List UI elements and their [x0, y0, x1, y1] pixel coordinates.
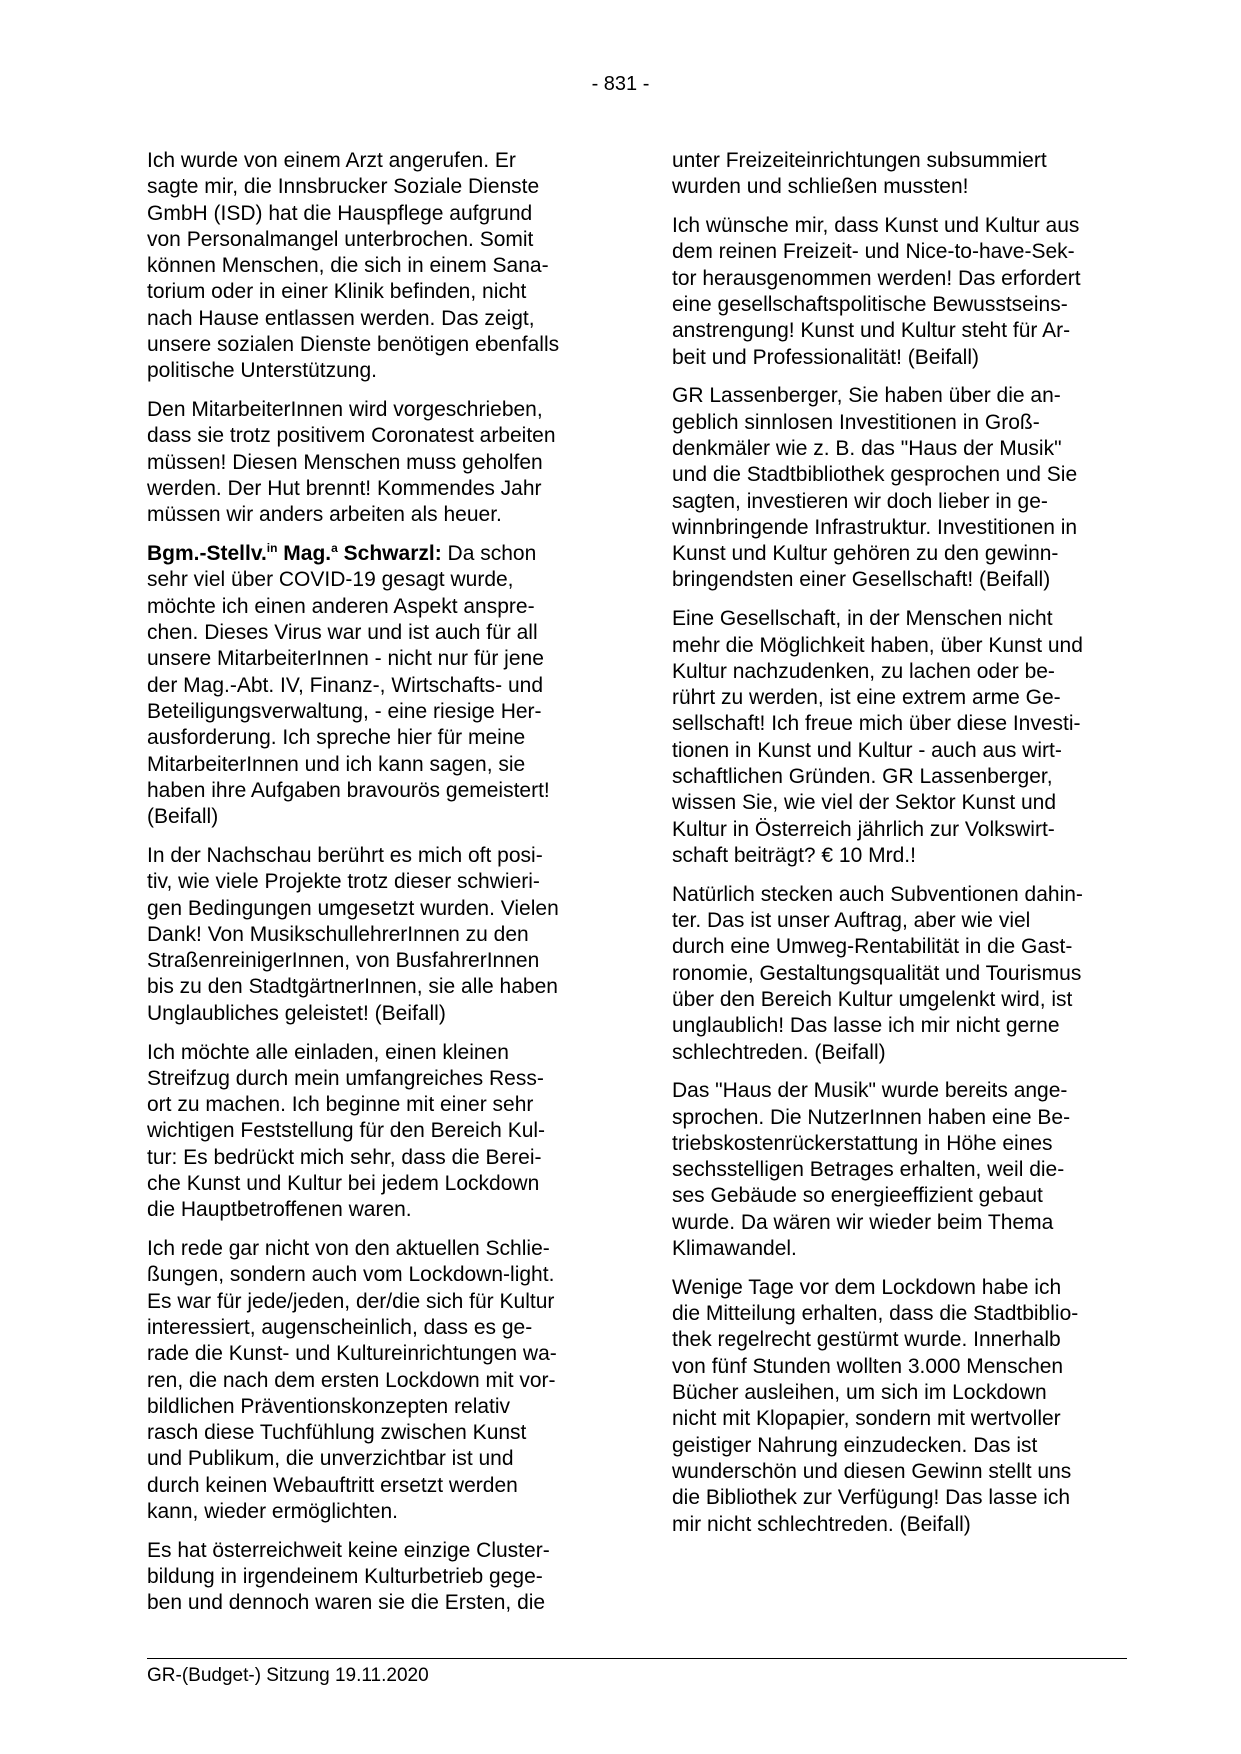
paragraph [147, 1538, 595, 1617]
text-line: anstrengung! Kunst und Kultur steht für Ar- [672, 319, 1071, 343]
text-line: denkmäler wie z. B. das "Haus der Musik" [672, 436, 1062, 460]
text-line: bildung in irgendeinem Kulturbetrieb gege- [147, 1565, 543, 1589]
text-line: können Menschen, die sich in einem Sana- [147, 254, 549, 278]
text-line: Kultur in Österreich jährlich zur Volkswirt- [672, 817, 1055, 841]
text-line: triebskostenrückerstattung in Höhe eines [672, 1131, 1053, 1155]
text-line: Es war für jede/jeden, der/die sich für Kultur [147, 1289, 555, 1313]
text-line: wissen Sie, wie viel der Sektor Kunst und [672, 791, 1057, 815]
text-line: mir nicht schlechtreden. (Beifall) [672, 1512, 971, 1536]
text-line: (Beifall) [147, 805, 219, 829]
text-line: die Hauptbetroffenen waren. [147, 1198, 412, 1222]
text-line: eine gesellschaftspolitische Bewusstseins- [672, 292, 1068, 316]
text-line: sehr viel über COVID-19 gesagt wurde, [147, 568, 514, 592]
paragraph-speech [147, 541, 595, 830]
text-line: Unglaubliches geleistet! (Beifall) [147, 1001, 446, 1025]
text-line: ter. Das ist unser Auftrag, aber wie viel [672, 909, 1031, 933]
text-line: durch eine Umweg-Rentabilität in die Gast- [672, 935, 1073, 959]
text-line: sagte mir, die Innsbrucker Soziale Dienste [147, 175, 540, 199]
text-line: wurde. Da wären wir wieder beim Thema [672, 1210, 1054, 1234]
text-line: Eine Gesellschaft, in der Menschen nicht [672, 607, 1053, 631]
text-line: und Publikum, die unverzichtbar ist und [147, 1447, 514, 1471]
text-line: GmbH (ISD) hat die Hauspflege aufgrund [147, 201, 533, 225]
text-line: StraßenreinigerInnen, von BusfahrerInnen [147, 949, 540, 973]
text-line: rührt zu werden, ist eine extrem arme Ge- [672, 686, 1061, 710]
text-line: ses Gebäude so energieeffizient gebaut [672, 1184, 1043, 1208]
paragraph [147, 1236, 595, 1525]
paragraph [672, 213, 1120, 371]
text-line: sellschaft! Ich freue mich über diese Investi- [672, 712, 1081, 736]
text-line: ronomie, Gestaltungsqualität und Tourismus [672, 961, 1082, 985]
text-line: ben und dennoch waren sie die Ersten, die [147, 1591, 546, 1615]
paragraph [672, 1275, 1120, 1538]
text-line: werden. Der Hut brennt! Kommendes Jahr [147, 477, 542, 501]
text-line: der Mag.-Abt. IV, Finanz-, Wirtschafts- und [147, 673, 544, 697]
text-line: GR Lassenberger, Sie haben über die an- [672, 384, 1061, 408]
text-line: kann, wieder ermöglichten. [147, 1500, 398, 1524]
paragraph [147, 1040, 595, 1224]
paragraph [147, 148, 595, 385]
text-line: ausforderung. Ich spreche hier für meine [147, 726, 526, 750]
text-line: rade die Kunst- und Kultureinrichtungen wa- [147, 1342, 557, 1366]
text-line: müssen wir anders arbeiten als heuer. [147, 503, 502, 527]
page-number: - 831 - [591, 73, 650, 95]
text-line: chen. Dieses Virus war und ist auch für all [147, 621, 538, 645]
text-line: unter Freizeiteinrichtungen subsummiert [672, 149, 1047, 172]
text-line: tionen in Kunst und Kultur - auch aus wirt- [672, 738, 1062, 762]
text-line: bringendsten einer Gesellschaft! (Beifall) [672, 568, 1051, 592]
text-line: sprochen. Die NutzerInnen haben eine Be- [672, 1105, 1071, 1129]
text-line: Ich rede gar nicht von den aktuellen Schlie- [147, 1237, 550, 1261]
text-line: schaftlichen Gründen. GR Lassenberger, [672, 765, 1053, 789]
text-line: beit und Professionalität! (Beifall) [672, 345, 979, 369]
text-line: über den Bereich Kultur umgelenkt wird, ist [672, 987, 1073, 1011]
text-line: geblich sinnlosen Investitionen in Groß- [672, 410, 1040, 434]
text-line: von Personalmangel unterbrochen. Somit [147, 227, 534, 251]
paragraph [672, 148, 1120, 201]
text-line: Den MitarbeiterInnen wird vorgeschrieben, [147, 398, 543, 422]
text-line: die Bibliothek zur Verfügung! Das lasse ich [672, 1486, 1071, 1510]
text-line: winnbringende Infrastruktur. Investitionen in [672, 515, 1078, 539]
text-line: Ich wünsche mir, dass Kunst und Kultur aus [672, 214, 1080, 238]
text-line: schaft beiträgt? € 10 Mrd.! [672, 843, 916, 867]
text-line: unglaublich! Das lasse ich mir nicht gerne [672, 1014, 1060, 1038]
text-line: dass sie trotz positivem Coronatest arbeiten [147, 424, 556, 448]
speech-first-line: Bgm.-Stellv.$^{in}$ Mag.$^a$ Schwarzl: Da schon [147, 541, 537, 566]
text-line: müssen! Diesen Menschen muss geholfen [147, 450, 543, 474]
text-line: che Kunst und Kultur bei jedem Lockdown [147, 1171, 540, 1195]
text-line: Wenige Tage vor dem Lockdown habe ich [672, 1275, 1062, 1299]
text-line: Ich möchte alle einladen, einen kleinen [147, 1040, 509, 1064]
text-line: wurden und schließen mussten! [672, 175, 969, 199]
speaker-name: Bgm.-Stellv.$^{in}$ Mag.$^a$ Schwarzl: [147, 541, 442, 566]
paragraph [672, 882, 1120, 1066]
text-line: bis zu den StadtgärtnerInnen, sie alle haben [147, 975, 558, 999]
text-line: ßungen, sondern auch vom Lockdown-light. [147, 1263, 555, 1287]
text-line: sagten, investieren wir doch lieber in ge- [672, 489, 1048, 513]
text-line: ort zu machen. Ich beginne mit einer sehr [147, 1093, 534, 1117]
text-line: torium oder in einer Klinik befinden, nicht [147, 280, 527, 304]
paragraph [147, 843, 595, 1027]
text-line: gen Bedingungen umgesetzt wurden. Vielen [147, 896, 559, 920]
text-line: und die Stadtbibliothek gesprochen und Sie [672, 463, 1078, 487]
left-column [147, 148, 595, 1629]
text-line: nicht mit Klopapier, sondern mit wertvoller [672, 1407, 1061, 1431]
text-line: thek regelrecht gestürmt wurde. Innerhalb [672, 1328, 1061, 1352]
text-line: ren, die nach dem ersten Lockdown mit vor- [147, 1368, 556, 1392]
text-line: tor herausgenommen werden! Das erfordert [672, 266, 1081, 290]
text-line: möchte ich einen anderen Aspekt anspre- [147, 594, 535, 618]
paragraph [147, 397, 595, 528]
text-line: Kultur nachzudenken, zu lachen oder be- [672, 659, 1055, 683]
text-line: Ich wurde von einem Arzt angerufen. Er [147, 149, 516, 172]
text-line: Dank! Von MusikschullehrerInnen zu den [147, 922, 529, 946]
text-line: haben ihre Aufgaben bravourös gemeistert! [147, 778, 550, 802]
text-line: interessiert, augenscheinlich, dass es ge- [147, 1315, 533, 1339]
text-line: durch keinen Webauftritt ersetzt werden [147, 1473, 518, 1497]
text-line: In der Nachschau berührt es mich oft posi- [147, 843, 543, 867]
text-line: mehr die Möglichkeit haben, über Kunst und [672, 633, 1083, 657]
footer-session-label: GR-(Budget-) Sitzung 19.11.2020 [147, 1665, 429, 1686]
text-line: Klimawandel. [672, 1237, 797, 1261]
right-column [672, 148, 1120, 1550]
text-line: Natürlich stecken auch Subventionen dahin- [672, 882, 1083, 906]
text-line: MitarbeiterInnen und ich kann sagen, sie [147, 752, 526, 776]
text-line: die Mitteilung erhalten, dass die Stadtbiblio- [672, 1302, 1079, 1326]
text-line: von fünf Stunden wollten 3.000 Menschen [672, 1354, 1064, 1378]
text-line: Beteiligungsverwaltung, - eine riesige Her- [147, 699, 542, 723]
text-line: Es hat österreichweit keine einzige Cluster- [147, 1538, 550, 1562]
paragraph [672, 383, 1120, 593]
text-line: wichtigen Feststellung für den Bereich Kul- [147, 1119, 546, 1143]
paragraph [672, 1078, 1120, 1262]
text-line: geistiger Nahrung einzudecken. Das ist [672, 1433, 1038, 1457]
text-line: bildlichen Präventionskonzepten relativ [147, 1394, 511, 1418]
text-line: unsere MitarbeiterInnen - nicht nur für jene [147, 647, 544, 671]
text-line: unsere sozialen Dienste benötigen ebenfalls [147, 333, 560, 357]
footer-divider [147, 1658, 1127, 1659]
text-line: Das "Haus der Musik" wurde bereits ange- [672, 1079, 1068, 1103]
paragraph [672, 606, 1120, 869]
text-line: schlechtreden. (Beifall) [672, 1040, 886, 1064]
text-line: tur: Es bedrückt mich sehr, dass die Berei- [147, 1145, 542, 1169]
text-line: sechsstelligen Betrages erhalten, weil die- [672, 1158, 1065, 1182]
text-line: Kunst und Kultur gehören zu den gewinn- [672, 542, 1059, 566]
text-line: rasch diese Tuchfühlung zwischen Kunst [147, 1421, 527, 1445]
text-line: dem reinen Freizeit- und Nice-to-have-Sek- [672, 240, 1075, 264]
text-line: wunderschön und diesen Gewinn stellt uns [672, 1459, 1072, 1483]
text-line: Bücher ausleihen, um sich im Lockdown [672, 1381, 1047, 1405]
text-line: Streifzug durch mein umfangreiches Ress- [147, 1066, 544, 1090]
speech-body [147, 567, 595, 830]
text-line: nach Hause entlassen werden. Das zeigt, [147, 306, 535, 330]
text-line: politische Unterstützung. [147, 359, 377, 383]
text-line: tiv, wie viele Projekte trotz dieser schwieri- [147, 870, 540, 894]
